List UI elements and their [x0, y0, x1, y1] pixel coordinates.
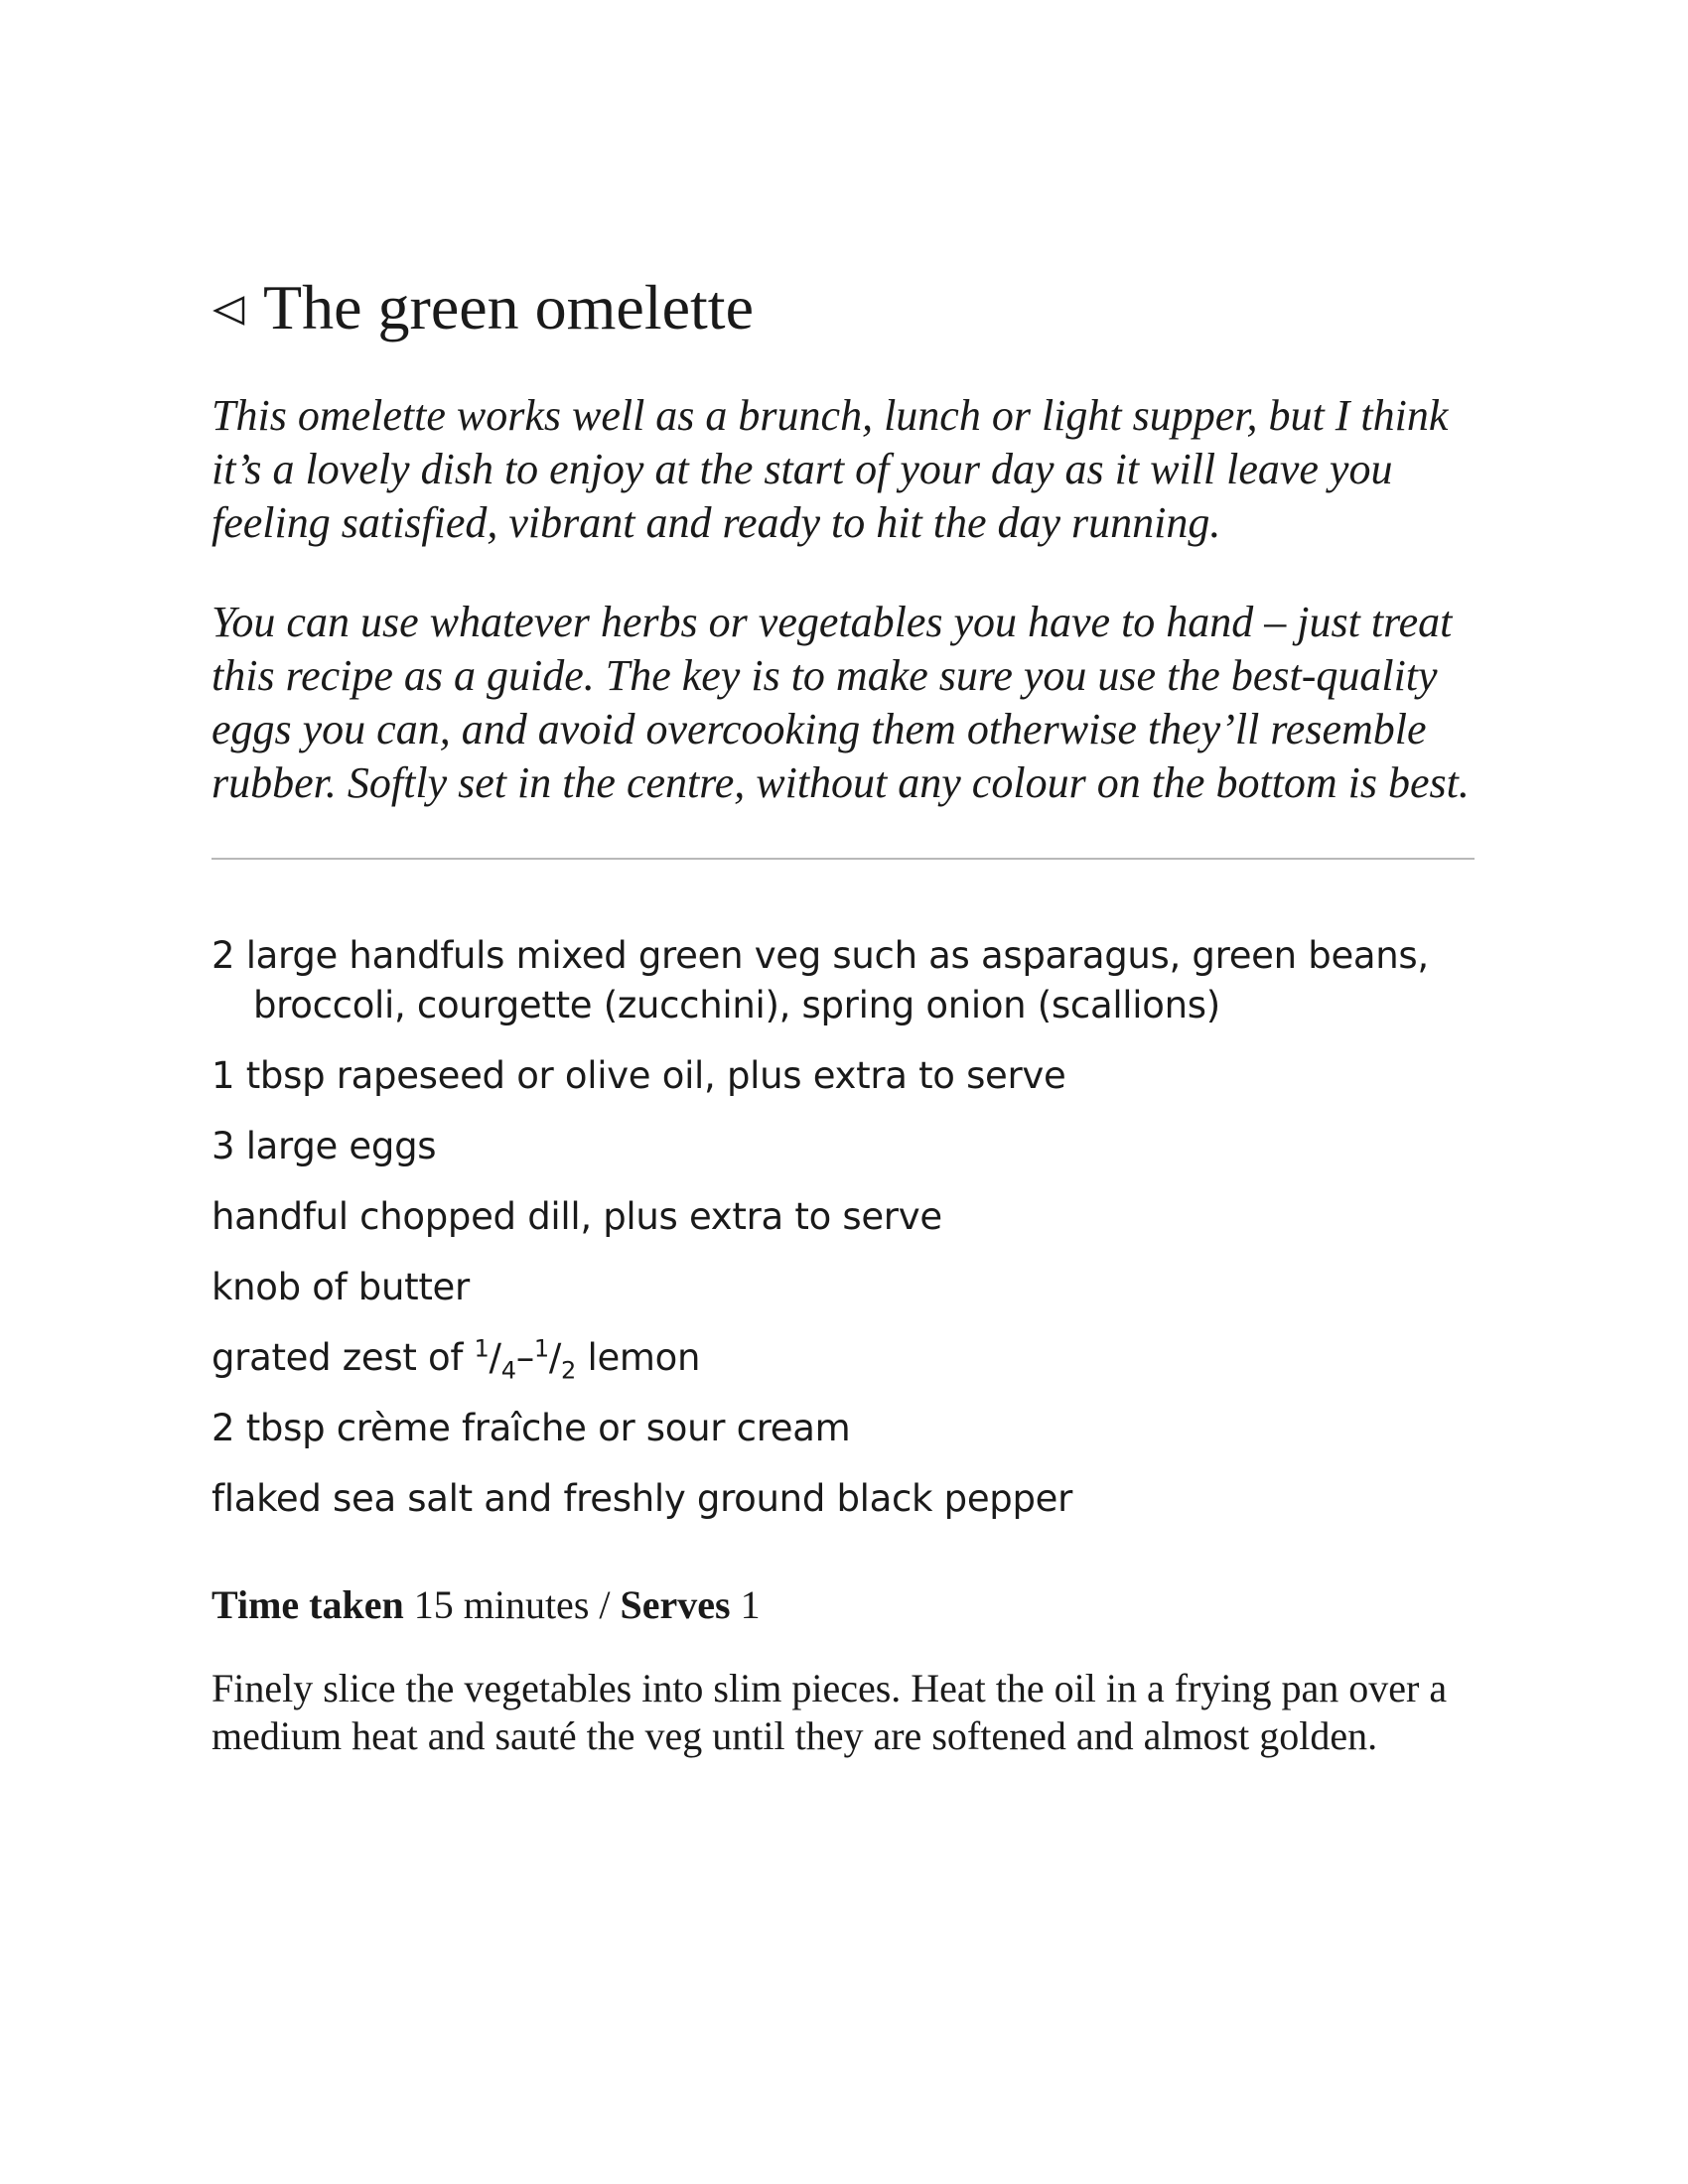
recipe-title: The green omelette [263, 272, 754, 342]
ingredient-item: flaked sea salt and freshly ground black pepper [211, 1477, 1073, 1520]
ingredient-item: 1 tbsp rapeseed or olive oil, plus extra to serve [211, 1054, 1066, 1097]
fraction-denominator: 4 [500, 1356, 516, 1385]
ingredients-list [211, 931, 1482, 1524]
title-row [211, 268, 1482, 347]
left-triangle-icon[interactable] [211, 293, 247, 329]
fraction-dash: – [515, 1336, 534, 1379]
ingredient-item: 2 tbsp crème fraîche or sour cream [211, 1407, 851, 1449]
section-divider [211, 858, 1475, 860]
serves-value: 1 [730, 1582, 761, 1627]
fraction-numerator: 1 [533, 1334, 549, 1363]
fraction-quarter: $^1/_4$ [474, 1334, 516, 1385]
ingredient-item: 3 large eggs [211, 1125, 437, 1167]
ingredient-prefix: grated zest of [211, 1336, 475, 1379]
time-label: Time taken [211, 1582, 404, 1627]
time-value: 15 minutes / [403, 1582, 621, 1627]
recipe-page [211, 268, 1482, 1760]
intro-paragraph-2: You can use whatever herbs or vegetables you have to hand – just treat this recipe as a guide. The key is to make sure you use the best-quality eggs you can, and avoid overcooking them otherwise they’ll resemble rubber. Softly set in the centre, without any colour on the bottom is best. [211, 598, 1470, 807]
fraction-denominator: 2 [561, 1356, 577, 1385]
ingredient-item: knob of butter [211, 1266, 470, 1308]
ingredient-item: handful chopped dill, plus extra to serve [211, 1195, 942, 1238]
intro-paragraph-1: This omelette works well as a brunch, lunch or light supper, but I think it’s a lovely dish to enjoy at the start of your day as it will leave you feeling satisfied, vibrant and ready to hit the day running. [211, 391, 1449, 547]
ingredient-item: 2 large handfuls mixed green veg such as asparagus, green beans, broccoli, courgette (zucchini), spring onion (scallions) [211, 934, 1429, 1026]
recipe-meta [211, 1579, 1482, 1631]
fraction-half: $^1/_2$ [533, 1334, 577, 1385]
fraction-numerator: 1 [474, 1334, 490, 1363]
ingredient-suffix: lemon [576, 1336, 701, 1379]
ingredient-item [211, 1333, 1482, 1383]
method-step: Finely slice the vegetables into slim pieces. Heat the oil in a frying pan over a medium heat and sauté the veg until they are softened and almost golden. [211, 1666, 1448, 1758]
serves-label: Serves [620, 1582, 731, 1627]
